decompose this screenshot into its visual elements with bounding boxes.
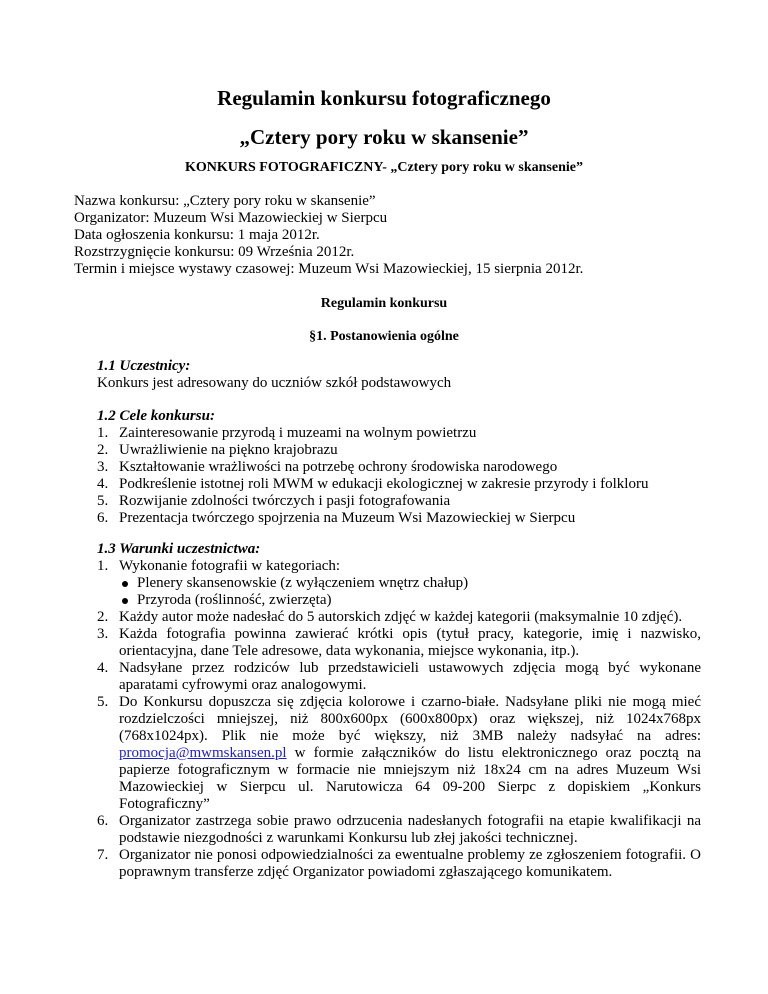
info-exhibition: Termin i miejsce wystawy czasowej: Muzeum Wsi Mazowieckiej, 15 sierpnia 2012r. — [74, 261, 584, 277]
list-item: 7. Organizator nie ponosi odpowiedzialności za ewentualne problemy ze zgłoszeniem fotografii. O poprawnym transferze zdjęć Organizator powiadomi zgłaszającego komunikatem. — [97, 847, 701, 880]
info-contest-name: Nazwa konkursu: „Cztery pory roku w skansenie” — [74, 193, 376, 209]
email-link[interactable]: promocja@mwmskansen.pl — [119, 745, 287, 761]
list-item: 5. Do Konkursu dopuszcza się zdjęcia kolorowe i czarno-białe. Nadsyłane pliki nie mogą mieć rozdzielczości mniejszej, niż 800x600px (600x800px) oraz większej, niż 1024x768px (768x1024px). Plik nie może być większy, niż 3MB należy nadsyłać na adres: promocja@mwmskansen.pl w formie załączników do listu elektronicznego oraz pocztą na papierze fotograficznym w formacie nie mniejszym niż 18x24 cm na adres Muzeum Wsi Mazowieckiej w Sierpcu ul. Narutowicza 64 09-200 Sierpc z dopiskiem „Konkurs Fotograficzny” — [97, 694, 701, 812]
bullet-dot-icon — [122, 598, 128, 604]
list-item: 6. Prezentacja twórczego spojrzenia na Muzeum Wsi Mazowieckiej w Sierpcu — [97, 510, 576, 526]
paragraph-heading: §1. Postanowienia ogólne — [309, 329, 459, 344]
list-item: 1. Wykonanie fotografii w kategoriach: — [97, 558, 341, 574]
list-item: 6. Organizator zastrzega sobie prawo odrzucenia nadesłanych fotografii na etapie kwalifikacji na podstawie niezgodności z warunkami Konkursu lub złej jakości technicznej. — [97, 813, 701, 846]
info-announcement-date: Data ogłoszenia konkursu: 1 maja 2012r. — [74, 227, 320, 243]
contest-banner: KONKURS FOTOGRAFICZNY- „Cztery pory roku w skansenie” — [185, 160, 583, 175]
bullet-item: Plenery skansenowskie (z wyłączeniem wnętrz chałup) — [97, 575, 701, 592]
section-1-3-title: 1.3 Warunki uczestnictwa: — [97, 541, 261, 557]
section-1-2-title: 1.2 Cele konkursu: — [97, 408, 215, 424]
list-item: 3. Każda fotografia powinna zawierać krótki opis (tytuł pracy, kategorie, imię i nazwisko, orientacyjna, dane Tele adresowe, data wykonania, miejsce wykonania, itp.). — [97, 626, 701, 659]
goals-list — [97, 425, 701, 527]
info-organizer: Organizator: Muzeum Wsi Mazowieckiej w Sierpcu — [74, 210, 388, 226]
conditions-list — [97, 558, 701, 881]
list-item: 1. Zainteresowanie przyrodą i muzeami na wolnym powietrzu — [97, 425, 477, 441]
rules-heading: Regulamin konkursu — [320, 296, 448, 311]
bullet-dot-icon — [122, 581, 128, 587]
list-item: 2. Uwrażliwienie na piękno krajobrazu — [97, 442, 338, 458]
bullet-item: Przyroda (roślinność, zwierzęta) — [97, 592, 701, 609]
section-1-1-text: Konkurs jest adresowany do uczniów szkół podstawowych — [97, 375, 452, 391]
document-title: Regulamin konkursu fotograficznego — [217, 86, 551, 110]
section-1-1-title: 1.1 Uczestnicy: — [97, 358, 191, 374]
list-item: 4. Nadsyłane przez rodziców lub przedstawicieli ustawowych zdjęcia mogą być wykonane aparatami cyfrowymi oraz analogowymi. — [97, 660, 701, 693]
info-resolution-date: Rozstrzygnięcie konkursu: 09 Września 2012r. — [74, 244, 355, 260]
list-item: 5. Rozwijanie zdolności twórczych i pasji fotografowania — [97, 493, 451, 509]
list-item: 2. Każdy autor może nadesłać do 5 autorskich zdjęć w każdej kategorii (maksymalnie 10 zdjęć). — [97, 609, 683, 625]
document-subtitle: „Cztery pory roku w skansenie” — [239, 125, 529, 149]
list-item: 3. Kształtowanie wrażliwości na potrzebę ochrony środowiska narodowego — [97, 459, 558, 475]
list-item: 4. Podkreślenie istotnej roli MWM w edukacji ekologicznej w zakresie przyrody i folkloru — [97, 476, 649, 492]
